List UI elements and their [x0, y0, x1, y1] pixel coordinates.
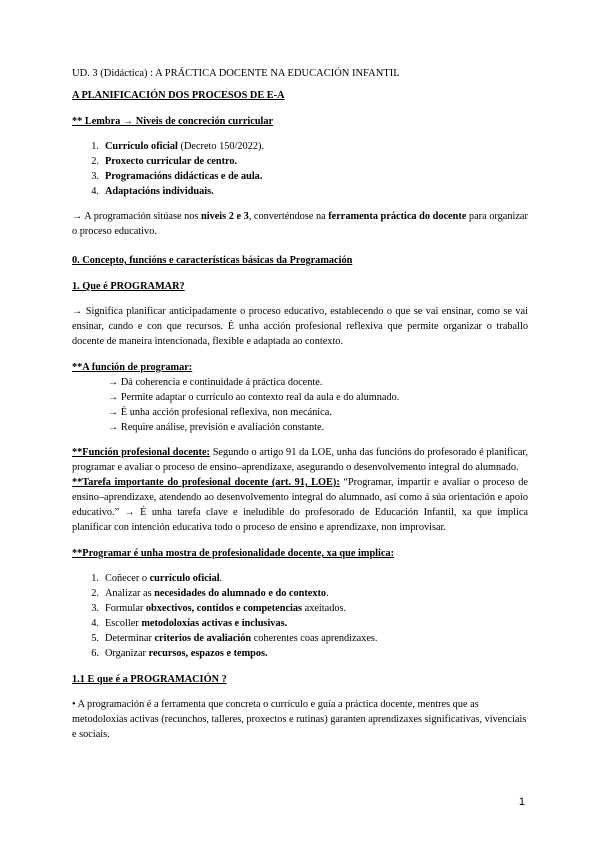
list-number: 1. — [91, 573, 99, 584]
document-page — [72, 66, 528, 742]
list-number: 5. — [91, 633, 99, 644]
curricular-level-item — [80, 154, 528, 169]
list-text: Coñecer o currículo oficial. — [105, 573, 223, 584]
programar-list — [80, 571, 528, 661]
list-number: 2. — [91, 588, 99, 599]
list-number: 3. — [91, 603, 99, 614]
list-number: 2. — [91, 156, 99, 167]
funcion-item: → Permite adaptar o currículo ao contexto real da aula e do alumnado. — [108, 392, 400, 403]
funcion-profesional-paragraph: **Función profesional docente: Segundo o artigo 91 da LOE, unha das funcións do profesorado é planificar, programar e avaliar o proceso de ensino–aprendizaxe, asegurando o desenvolvemento integral do alumnado. — [72, 447, 528, 473]
list-number: 4. — [91, 186, 99, 197]
programar-item — [80, 616, 528, 631]
list-number: 1. — [91, 141, 99, 152]
funcion-heading: **A función de programar: — [72, 362, 193, 373]
programar-item — [80, 571, 528, 586]
programar-item — [80, 601, 528, 616]
list-text: Determinar criterios de avaliación coherentes coas aprendizaxes. — [105, 633, 378, 644]
curricular-level-item — [80, 139, 528, 154]
list-text: Formular obxectivos, contidos e competencias axeitados. — [105, 603, 347, 614]
list-number: 6. — [91, 648, 99, 659]
page-number: 1 — [518, 796, 525, 808]
programar-heading: **Programar é unha mostra de profesionalidade docente, xa que implica: — [72, 548, 395, 559]
funcion-item: → É unha acción profesional reflexiva, non mecánica. — [108, 407, 332, 418]
tarefa-paragraph: **Tarefa importante do profesional docente (art. 91, LOE): “Programar, impartir e avaliar o proceso de ensino–aprendizaxe, atendendo ao desenvolvemento integral do alumnado, así como á súa orientación e apoio educativo.” → É unha tarefa clave e ineludible do profesorado de Educación Infantil, xa que implica planificar con intención educativa todo o proceso de ensino e aprendizaxe, non improvisar. — [72, 477, 528, 533]
lembra-heading: ** Lembra → Niveis de concreción curricular — [72, 116, 274, 127]
question-1-text: → Significa planificar anticipadamente o proceso educativo, establecendo o que se vai ensinar, como se vai ensinar, cando e con que recursos. É unha acción profesional reflexiva que permite organizar o traballo docente de maneira intencionada, flexible e adaptada ao contexto. — [72, 306, 528, 347]
list-text: Organizar recursos, espazos e tempos. — [105, 648, 268, 659]
list-text: Escoller metodoloxías activas e inclusivas. — [105, 618, 288, 629]
list-text: Currículo oficial (Decreto 150/2022). — [105, 141, 265, 152]
list-text: Programacións didácticas e de aula. — [105, 171, 263, 182]
section-0-heading: 0. Concepto, funcións e características básicas da Programación — [72, 255, 353, 266]
funcion-item: → Dá coherencia e continuidade á práctica docente. — [108, 377, 323, 388]
funcion-item: → Require análise, previsión e avaliación constante. — [108, 422, 325, 433]
list-text: Proxecto curricular de centro. — [105, 156, 238, 167]
question-1-1-heading: 1.1 E que é a PROGRAMACIÓN ? — [72, 674, 227, 685]
curricular-level-item — [80, 184, 528, 199]
programar-item — [80, 586, 528, 601]
levels-note: → A programación sitúase nos niveis 2 e 3, converténdose na ferramenta práctica do docente para organizar o proceso educativo. — [72, 211, 528, 237]
list-number: 4. — [91, 618, 99, 629]
list-text: Adaptacións individuais. — [105, 186, 214, 197]
question-1-heading: 1. Que é PROGRAMAR? — [72, 281, 185, 292]
document-header: UD. 3 (Didáctica) : A PRÁCTICA DOCENTE NA EDUCACIÓN INFANTIL — [72, 68, 400, 79]
question-1-1-text: • A programación é a ferramenta que concreta o currículo e guía a práctica docente, mentres que as metodoloxías activas (recunchos, talleres, proxectos e rutinas) garanten aprendizaxes significativas, vivenciais e sociais. — [72, 699, 527, 740]
programar-item — [80, 646, 528, 661]
curricular-level-item — [80, 169, 528, 184]
main-title: A PLANIFICACIÓN DOS PROCESOS DE E-A — [72, 90, 285, 101]
list-number: 3. — [91, 171, 99, 182]
funcion-list — [108, 375, 528, 435]
curricular-levels-list — [80, 139, 528, 199]
programar-item — [80, 631, 528, 646]
list-text: Analizar as necesidades do alumnado e do contexto. — [105, 588, 329, 599]
